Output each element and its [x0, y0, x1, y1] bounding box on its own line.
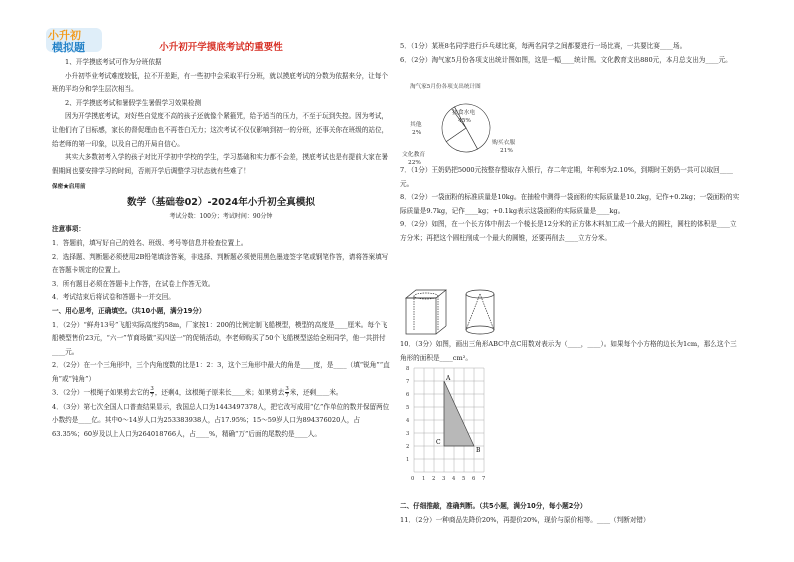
x-tick: 5: [462, 476, 466, 482]
exam-title: 数学（基础卷02）-2024年小升初全真模拟: [127, 197, 315, 209]
y-tick: 4: [406, 418, 410, 424]
importance-heading: 小升初开学摸底考试的重要性: [159, 42, 283, 53]
pie-label-food: 扶食水电: [452, 110, 476, 116]
logo-line2: 模拟题: [52, 41, 85, 54]
para-2-body: 因为开学摸底考试，对好些自觉度不高的孩子还就像个紧箍咒，给予适当的压力，不至于玩到失控。因为考试，让他们有了目标感，家长的督促理由也不再苍白无力；这次考试不仅仅影响到初一的分班，还事关你在班级的站位，给老师的第一印象，以及自己的开局自信心。: [52, 112, 389, 148]
q3-fraction-1: [150, 386, 153, 399]
logo-line1: 小升初: [48, 29, 81, 42]
question-2: 2．（2分）在一个三角形中，三个内角度数的比是1：2：3，这个三角形中最大的角是____度，是____（填“锐角”“直角”或“钝角”）: [52, 361, 390, 383]
q3-f2-num: 3: [285, 386, 289, 393]
right-middle: [400, 164, 740, 246]
y-tick: 1: [406, 457, 410, 463]
y-tick: 6: [406, 392, 410, 398]
cylinder-cone: [466, 290, 494, 334]
section-2-title: 二、仔细推敲，准确判断。（共5小题，满分10分，每小题2分）: [400, 502, 587, 510]
question-1: 1．（2分）“鲜舟13号”飞船实际高度约58m，厂家按1：200的比例定制飞船模型，模型的高度是____厘米。每个飞船模型售价23元，“六一”节商场做“买四送一”的促销活动，李老师购买了50个飞船模型送给全班同学，他一共拼付____元。: [52, 320, 388, 356]
x-tick: 1: [422, 476, 426, 482]
y-tick: 7: [406, 379, 410, 385]
question-5: 5．（1分）某班8名同学进行乒乓球比赛，每两名同学之间都要进行一场比赛，一共要比赛____场。: [400, 42, 687, 50]
x-tick: 2: [432, 476, 436, 482]
question-11: 11．（2分）一种商品先降价20%，再提价20%，现价与原价相等。____（判断对错）: [400, 515, 650, 524]
y-ticks: [406, 366, 410, 463]
q3-fraction-2: [285, 386, 288, 399]
y-tick: 5: [406, 405, 410, 411]
pie-title: 淘气家5月份各项支出统计图: [410, 84, 481, 90]
question-7: 7．（1分）王奶奶把5000元按整存整取存入银行，存二年定期，年利率为2.10%，到期时王奶奶一共可以取回____元。: [400, 166, 733, 188]
question-8: 8．（2分）一袋面粉的标准质量是10kg。在抽检中测得一袋面粉的实际质量是10.2kg，记作+0.2kg；一袋面粉的实际质量是9.7kg，记作____kg；+0.1kg表示这袋面粉的实际质量是____kg。: [400, 193, 740, 215]
question-10: 10．（3分）如图，画出三角形ABC中点C用数对表示为（____，____）。如果每个小方格的边长为1cm，那么这个三角形的面积是____cm²。: [400, 340, 737, 362]
x-tick: 6: [472, 476, 476, 482]
y-tick: 2: [406, 444, 410, 450]
right-column: [400, 40, 740, 550]
solids-figure: [402, 286, 522, 338]
question-4: 4．（3分）第七次全国人口普查结果显示，我国总人口为1443497378人，把它改写成用“亿”作单位的数并保留两位小数约是____亿。其中0～14岁人口为253383938人，占17.95%；15～59岁人口为894376020人，占63.35%；60岁及以上人口为264018766人，占____%，精确“万”后面的尾数约是____人。: [52, 402, 390, 438]
para-2-title: 2、开学摸底考试和暑假学生暑假学习效果检测: [65, 98, 202, 107]
x-tick: 4: [452, 476, 456, 482]
para-1-title: 1、开学摸底考试可作为分班依据: [65, 58, 162, 66]
coordinate-grid: [400, 362, 490, 486]
y-tick: 3: [406, 431, 410, 437]
x-ticks: [411, 476, 485, 482]
note-item: 1．答题前，填写好自己的姓名、班级、考号等信息并检查位置上。: [52, 238, 248, 247]
pie-pct-education: 22%: [408, 160, 421, 166]
right-top: [400, 40, 740, 67]
x-tick: 3: [442, 476, 446, 482]
right-bottom: [400, 500, 740, 527]
section-1-title: 一、用心思考，正确填空。（共10小题，满分19分）: [52, 306, 206, 315]
pie-pct-clothes: 21%: [500, 148, 513, 154]
para-3-body: 其实大多数初考入学的孩子对比开学初中学校的学生，学习基础和实力都不会差，摸底考试也是有提前大家在暑假期间也要安排学习的时间，否则开学后调整学习状态就有些难了！: [52, 153, 389, 175]
question-9: 9．（2分）如图，在一个长方体中削去一个棱长是12分米的正方体木料加工成一个最大的圆柱，圆柱的体积是____立方分米；再把这个圆柱削成一个最大的圆锥，还要再削去____立方分米。: [400, 220, 737, 242]
exam-info: 考试分数：100分；考试时间：90分钟: [169, 213, 273, 221]
pie-chart: [400, 80, 540, 166]
secret-label: 保密★启用前: [52, 184, 86, 191]
pie-label-other: 其他: [410, 122, 422, 128]
q3-part-b: ，还剩4，这根绳子原来长____米；如果剪去: [154, 388, 285, 397]
pie-svg: [400, 80, 540, 166]
q3-part-a: 3．（2分）一根绳子如果剪去它的: [52, 388, 150, 397]
question-6: 6．（2分）淘气家5月份各项支出统计图如图，这是一幅____统计图。文化教育支出880元，本月总支出为____元。: [400, 55, 732, 64]
para-1-body: 小升初毕业考试难度较低，拉不开差距，有一些初中会采取平行分班，就以摸底考试的分数为依据来分，让每个班的平均分和学生层次相当。: [52, 71, 389, 94]
label-c: C: [436, 439, 441, 446]
pie-label-clothes: 购买衣服: [492, 140, 516, 146]
note-item: 4．考试结束后将试卷和答题卡一并交回。: [52, 293, 175, 302]
question-3: [52, 386, 390, 400]
notes-title: 注意事项：: [52, 225, 85, 234]
pie-pct-food: 45%: [458, 118, 471, 124]
label-b: B: [476, 447, 481, 454]
pie-label-education: 文化教育: [402, 152, 426, 158]
label-a: A: [446, 375, 451, 382]
q3-f1-num: 3: [150, 386, 154, 393]
note-item: 2．选择题、判断题必须使用2B铅笔填涂答案，非选择、判断题必须使用黑色墨迹签字笔或钢笔作答，请将答案填写在答题卡规定的位置上。: [52, 252, 389, 275]
q3-part-c: 米，还剩____米。: [289, 388, 343, 397]
y-tick: 8: [406, 366, 410, 372]
q3-f2-den: 7: [285, 393, 289, 400]
x-tick: 0: [411, 476, 415, 482]
q3-f1-den: 7: [150, 393, 154, 400]
triangle-abc: [444, 381, 474, 446]
note-item: 3．所有题目必须在答题卡上作答，在试卷上作答无效。: [52, 279, 215, 288]
left-column: [52, 40, 390, 441]
pie-pct-other: 2%: [412, 130, 422, 136]
heading-wrap: [52, 40, 390, 56]
cuboid-cylinder: [406, 290, 446, 334]
x-tick: 7: [482, 476, 486, 482]
